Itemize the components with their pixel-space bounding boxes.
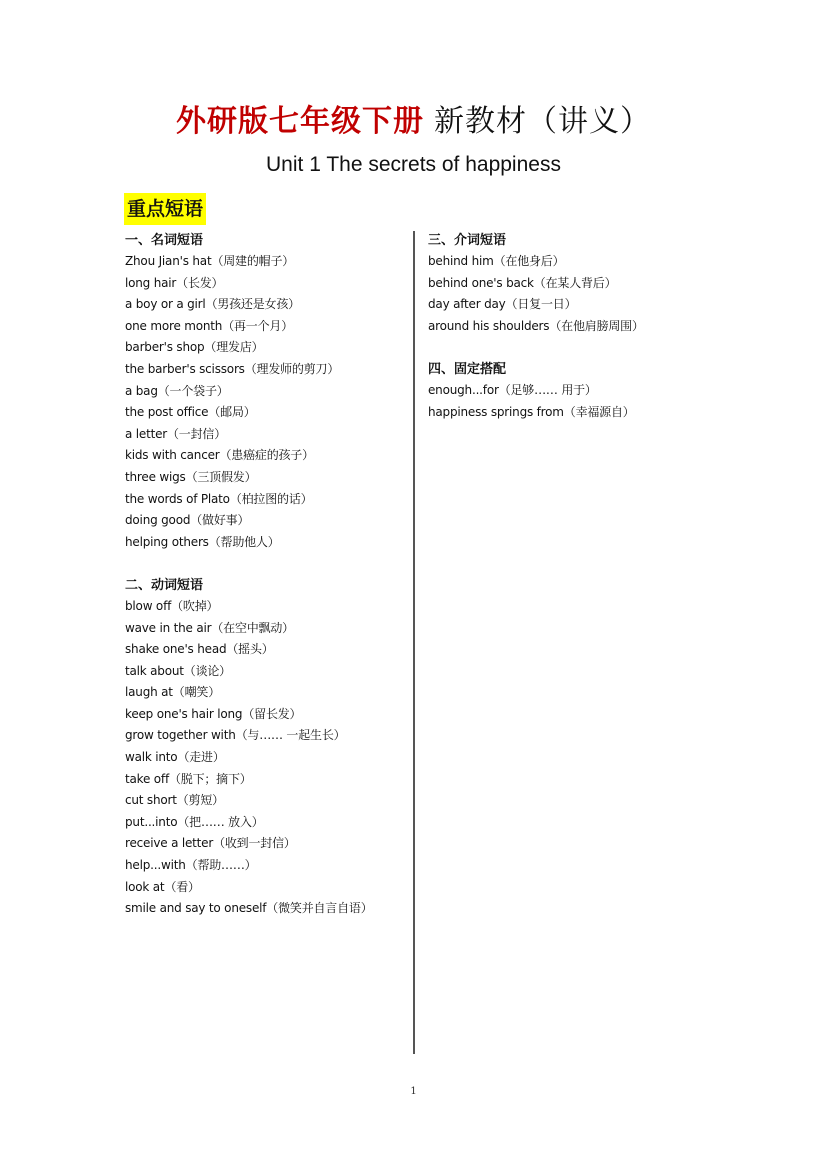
right-column <box>428 230 808 423</box>
phrase-item: put...into（把…… 放入） <box>125 814 264 829</box>
phrase-item: one more month（再一个月） <box>125 318 293 333</box>
phrase-item: blow off（吹掉） <box>125 598 219 613</box>
phrase-item: keep one's hair long（留长发） <box>125 706 302 721</box>
phrase-item: long hair（长发） <box>125 275 224 290</box>
group-spacer <box>125 553 410 575</box>
prepositional-phrases-heading: 三、介词短语 <box>428 233 507 248</box>
phrase-item: three wigs（三顶假发） <box>125 469 257 484</box>
verb-phrases-heading: 二、动词短语 <box>125 577 204 593</box>
phrase-item: the post office（邮局） <box>125 405 256 420</box>
phrase-item: Zhou Jian's hat（周建的帽子） <box>125 254 295 268</box>
fixed-collocations-heading: 四、固定搭配 <box>428 361 507 377</box>
group-spacer <box>428 337 808 359</box>
phrase-item: behind one's back（在某人背后） <box>428 275 617 290</box>
phrase-item: behind him（在他身后） <box>428 254 565 268</box>
phrase-item: smile and say to oneself（微笑并自言自语） <box>125 901 373 916</box>
phrase-item: wave in the air（在空中飘动） <box>125 620 294 635</box>
phrase-item: enough...for（足够…… 用于） <box>428 382 597 397</box>
phrase-item: happiness springs from（幸福源自） <box>428 404 635 419</box>
phrase-item: walk into（走进） <box>125 750 225 765</box>
title-material: 新教材（讲义） <box>434 104 651 139</box>
phrase-item: look at（看） <box>125 879 200 894</box>
phrase-item: the words of Plato（柏拉图的话） <box>125 491 313 506</box>
phrase-item: barber's shop（理发店） <box>125 340 264 355</box>
unit-title: Unit 1 The secrets of happiness <box>266 153 561 176</box>
phrase-item: day after day（日复一日） <box>428 297 577 312</box>
title-series: 外研版七年级下册 <box>176 104 424 139</box>
phrase-item: grow together with（与…… 一起生长） <box>125 728 346 743</box>
phrase-item: a boy or a girl（男孩还是女孩） <box>125 297 300 312</box>
phrase-item: take off（脱下；摘下） <box>125 771 252 786</box>
document-title <box>0 102 827 142</box>
phrase-item: the barber's scissors（理发师的剪刀） <box>125 361 340 376</box>
phrase-item: cut short（剪短） <box>125 793 224 808</box>
column-divider <box>413 231 415 1054</box>
page-number: 1 <box>410 1086 417 1097</box>
phrase-item: around his shoulders（在他肩膀周围） <box>428 318 644 333</box>
phrase-item: doing good（做好事） <box>125 513 250 528</box>
left-column <box>125 230 410 920</box>
phrase-item: kids with cancer（患癌症的孩子） <box>125 448 314 463</box>
phrase-item: shake one's head（摇头） <box>125 642 274 657</box>
phrase-item: a letter（一封信） <box>125 426 227 441</box>
phrase-item: laugh at（嘲笑） <box>125 685 220 700</box>
phrase-item: helping others（帮助他人） <box>125 534 280 549</box>
phrase-item: a bag（一个袋子） <box>125 383 229 398</box>
phrase-item: talk about（谈论） <box>125 663 231 678</box>
phrase-item: help...with（帮助……） <box>125 858 257 873</box>
section-heading-key-phrases: 重点短语 <box>124 193 206 225</box>
noun-phrases-heading: 一、名词短语 <box>125 233 204 248</box>
phrase-item: receive a letter（收到一封信） <box>125 836 296 851</box>
